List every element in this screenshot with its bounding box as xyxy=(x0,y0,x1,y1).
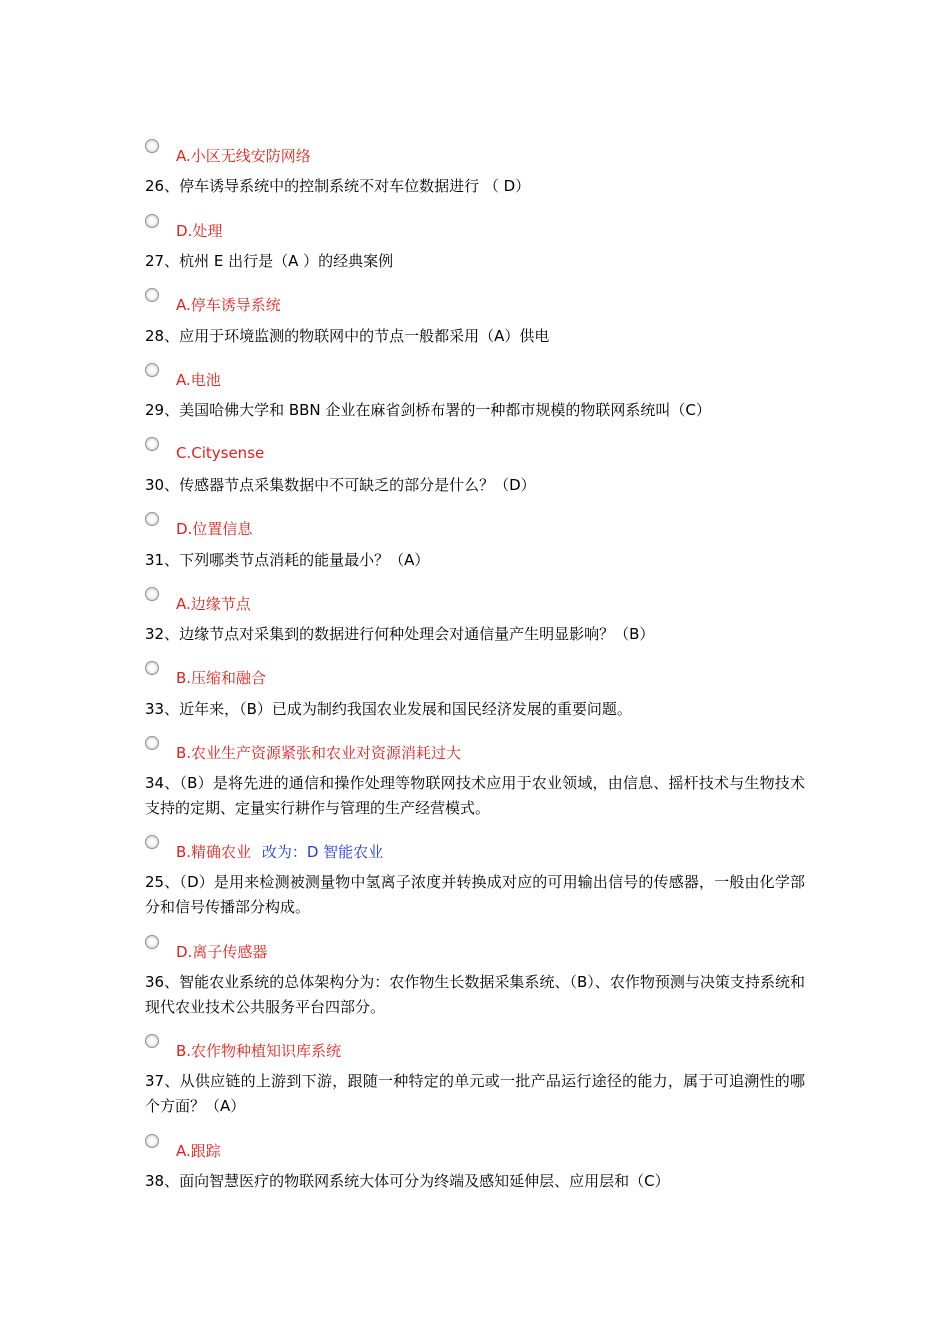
radio-option-icon[interactable] xyxy=(145,214,159,228)
question-33: 33、近年来，（B）已成为制约我国农业发展和国民经济发展的重要问题。 xyxy=(145,700,632,718)
answer-option: D.离子传感器 xyxy=(176,943,268,961)
radio-option-icon[interactable] xyxy=(145,935,159,949)
question-28: 28、应用于环境监测的物联网中的节点一般都采用（A）供电 xyxy=(145,327,550,345)
answer-option: A.小区无线安防网络 xyxy=(176,147,311,165)
radio-option-icon[interactable] xyxy=(145,587,159,601)
radio-option-icon[interactable] xyxy=(145,1034,159,1048)
question-27: 27、杭州 E 出行是（A ）的经典案例 xyxy=(145,252,394,270)
answer-option: A.停车诱导系统 xyxy=(176,296,281,314)
question-32: 32、边缘节点对采集到的数据进行何种处理会对通信量产生明显影响？（B） xyxy=(145,625,655,643)
radio-option-icon[interactable] xyxy=(145,661,159,675)
answer-option: B.农作物种植知识库系统 xyxy=(176,1042,342,1060)
answer-option xyxy=(176,841,383,862)
question-34: 34、（B）是将先进的通信和操作处理等物联网技术应用于农业领域，由信息、摇杆技术与生物技术支持的定期、定量实行耕作与管理的生产经营模式。 xyxy=(145,774,805,817)
answer-option: B.农业生产资源紧张和农业对资源消耗过大 xyxy=(176,744,462,762)
correction-note: 改为：D 智能农业 xyxy=(261,843,384,861)
question-29: 29、美国哈佛大学和 BBN 企业在麻省剑桥布署的一种都市规模的物联网系统叫（C） xyxy=(145,401,711,419)
answer-option: D.位置信息 xyxy=(176,520,253,538)
radio-option-icon[interactable] xyxy=(145,437,159,451)
radio-option-icon[interactable] xyxy=(145,139,159,153)
radio-option-icon[interactable] xyxy=(145,736,159,750)
question-26: 26、停车诱导系统中的控制系统不对车位数据进行 （ D） xyxy=(145,177,531,195)
question-37: 37、从供应链的上游到下游，跟随一种特定的单元或一批产品运行途径的能力，属于可追溯性的哪个方面？（A） xyxy=(145,1072,805,1115)
answer-option: B.压缩和融合 xyxy=(176,669,267,687)
answer-option: C.Citysense xyxy=(176,444,265,462)
answer-option: A.边缘节点 xyxy=(176,595,251,613)
question-30: 30、传感器节点采集数据中不可缺乏的部分是什么？（D） xyxy=(145,476,536,494)
question-38: 38、面向智慧医疗的物联网系统大体可分为终端及感知延伸层、应用层和（C） xyxy=(145,1172,670,1190)
question-36: 36、智能农业系统的总体架构分为：农作物生长数据采集系统、（B）、农作物预测与决策支持系统和现代农业技术公共服务平台四部分。 xyxy=(145,973,805,1016)
radio-option-icon[interactable] xyxy=(145,1134,159,1148)
question-31: 31、下列哪类节点消耗的能量最小？（A） xyxy=(145,551,430,569)
radio-option-icon[interactable] xyxy=(145,512,159,526)
answer-option: A.电池 xyxy=(176,371,221,389)
radio-option-icon[interactable] xyxy=(145,835,159,849)
radio-option-icon[interactable] xyxy=(145,288,159,302)
answer-text: B.精确农业 xyxy=(176,843,252,861)
radio-option-icon[interactable] xyxy=(145,363,159,377)
question-25: 25、（D）是用来检测被测量物中氢离子浓度并转换成对应的可用输出信号的传感器，一般由化学部分和信号传播部分构成。 xyxy=(145,873,805,916)
answer-option: A.跟踪 xyxy=(176,1142,221,1160)
answer-option: D.处理 xyxy=(176,222,223,240)
